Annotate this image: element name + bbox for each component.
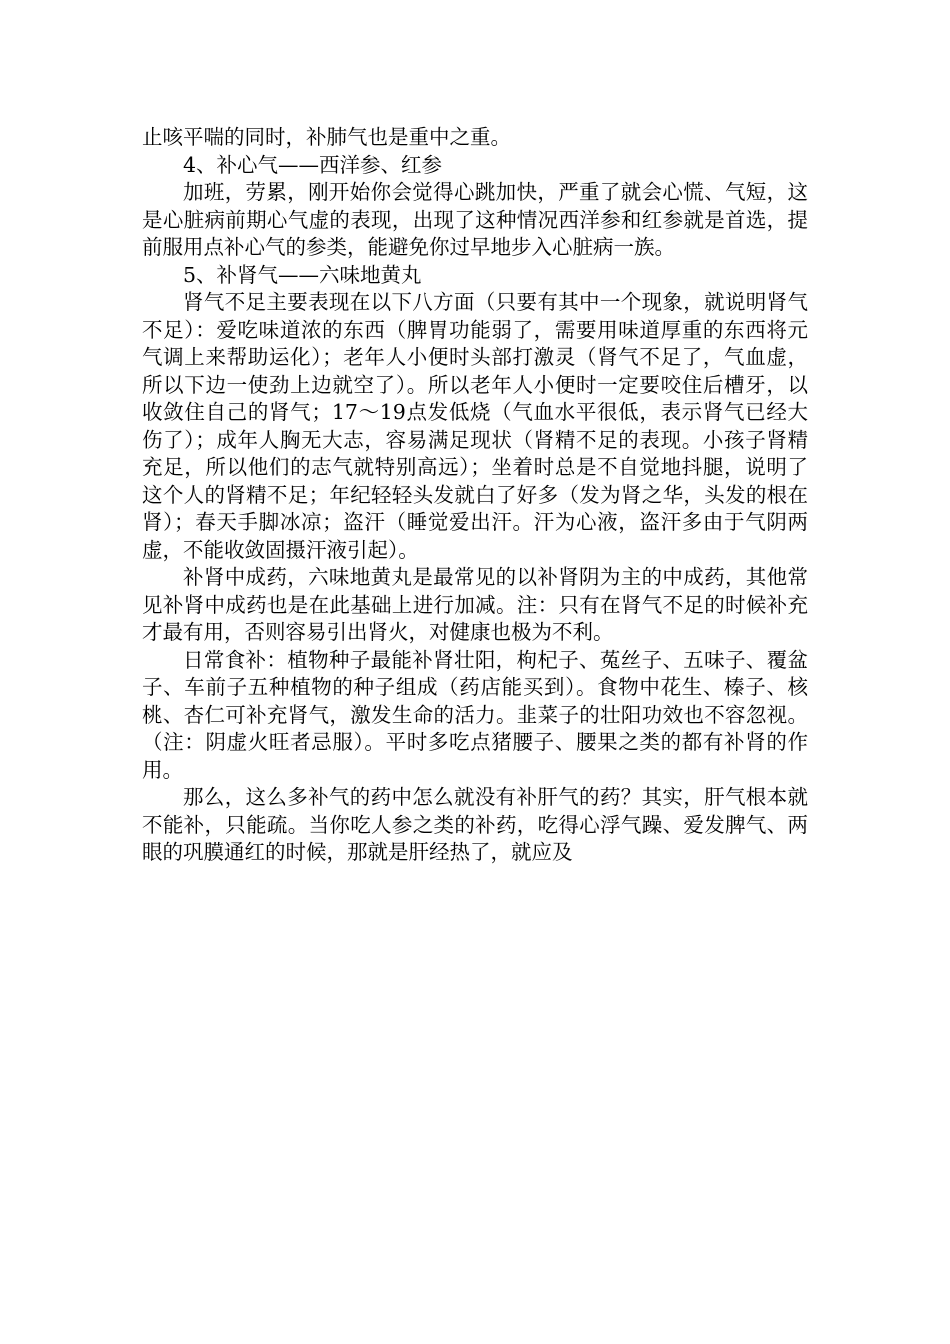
- document-body: [142, 124, 808, 867]
- paragraph-liver-qi: 那么，这么多补气的药中怎么就没有补肝气的药？其实，肝气根本就不能补，只能疏。当你吃人参之类的补药，吃得心浮气躁、爱发脾气、两眼的巩膜通红的时候，那就是肝经热了，就应及: [142, 785, 808, 864]
- paragraph-heart-qi: 加班，劳累，刚开始你会觉得心跳加快，严重了就会心慌、气短，这是心脏病前期心气虚的表现，出现了这种情况西洋参和红参就是首选，提前服用点补心气的参类，能避免你过早地步入心脏病一族。: [142, 180, 808, 259]
- paragraph-continuation: 止咳平喘的同时，补肺气也是重中之重。: [142, 125, 511, 149]
- paragraph-kidney-qi-symptoms: 肾气不足主要表现在以下八方面（只要有其中一个现象，就说明肾气不足）：爱吃味道浓的东西（脾胃功能弱了，需要用味道厚重的东西将元气调上来帮助运化）；老年人小便时头部打激灵（肾气不足了，气血虚，所以下边一使劲上边就空了）。所以老年人小便时一定要咬住后槽牙，以收敛住自己的肾气；17～19点发低烧（气血水平很低，表示肾气已经大伤了）；成年人胸无大志，容易满足现状（肾精不足的表现。小孩子肾精充足，所以他们的志气就特别高远）；坐着时总是不自觉地抖腿，说明了这个人的肾精不足；年纪轻轻头发就白了好多（发为肾之华，头发的根在肾）；春天手脚冰凉；盗汗（睡觉爱出汗。汗为心液，盗汗多由于气阴两虚，不能收敛固摄汗液引起）。: [142, 290, 808, 562]
- paragraph-kidney-medicine: 补肾中成药，六味地黄丸是最常见的以补肾阴为主的中成药，其他常见补肾中成药也是在此基础上进行加减。注：只有在肾气不足的时候补充才最有用，否则容易引出肾火，对健康也极为不利。: [142, 565, 808, 644]
- paragraph-daily-food: 日常食补：植物种子最能补肾壮阳，枸杞子、菟丝子、五味子、覆盆子、车前子五种植物的种子组成（药店能买到）。食物中花生、榛子、核桃、杏仁可补充肾气，激发生命的活力。韭菜子的壮阳功效也不容忽视。（注：阴虚火旺者忌服）。平时多吃点猪腰子、腰果之类的都有补肾的作用。: [142, 647, 808, 782]
- section-heading-heart-qi: 4、补心气——西洋参、红参: [183, 152, 443, 177]
- section-heading-kidney-qi: 5、补肾气——六味地黄丸: [183, 262, 422, 287]
